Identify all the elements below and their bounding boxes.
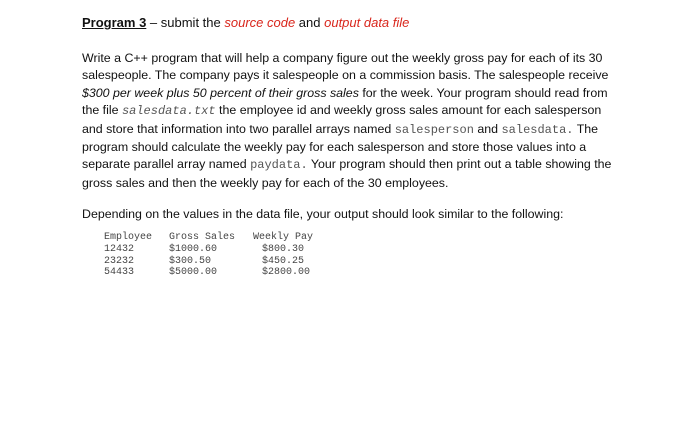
employee-id: 12432 [104,243,135,255]
para-text-6: The program should calculate the weekly pay for each salesperson and store those values into a separate parallel array named [82,121,599,172]
para-text-4: the employee id and weekly gross sales amount for each salesperson and store that information into two parallel arrays named [82,103,602,136]
output-row [104,267,332,279]
gross-sales-value: $1000.60 [169,243,218,255]
gross-sales-value: $5000.00 [169,267,218,279]
header-employee: Employee [104,232,153,243]
header-weekly-pay: Weekly Pay [253,232,314,243]
para-text-7: Your program should then print out a table showing the gross sales and then the weekly pay for each of the 30 employees. [82,157,612,190]
assignment-heading [82,14,409,31]
instructions-paragraph [82,50,622,192]
output-header-row [104,232,332,244]
weekly-pay-value: $450.25 [262,255,305,267]
array-salesperson-code: salesperson [394,122,474,137]
output-row [104,256,332,268]
gross-sales-value: $300.50 [169,255,212,267]
weekly-pay-value: $2800.00 [262,267,311,279]
para-text-5: and [473,121,502,136]
sample-output-table [104,232,332,279]
header-gross-sales: Gross Sales [169,232,236,243]
para-text-3: for the week. Your program should read from the file [82,85,608,118]
heading-output-file: output data file [324,15,410,30]
para-pay-rule: $300 per week plus 50 percent of their gross sales [82,85,359,100]
para-text-1: Write a C++ program that will help a company figure out the weekly gross pay for each of its 30 salespeople. The company pays it salespeople on a commission basis. The salespeople receive [82,51,609,83]
output-row [104,244,332,256]
program-title: Program 3 [82,15,147,30]
heading-and: and [295,15,325,30]
employee-id: 54433 [104,267,135,279]
employee-id: 23232 [104,255,135,267]
heading-separator: – submit the [146,15,225,30]
sample-output-intro: Depending on the values in the data file, your output should look similar to the following: [82,207,564,221]
heading-source-code: source code [224,15,296,30]
array-paydata-code: paydata. [250,158,308,173]
weekly-pay-value: $800.30 [262,243,305,255]
array-salesdata-code: salesdata. [501,122,574,137]
filename-code: salesdata.txt [121,104,216,119]
